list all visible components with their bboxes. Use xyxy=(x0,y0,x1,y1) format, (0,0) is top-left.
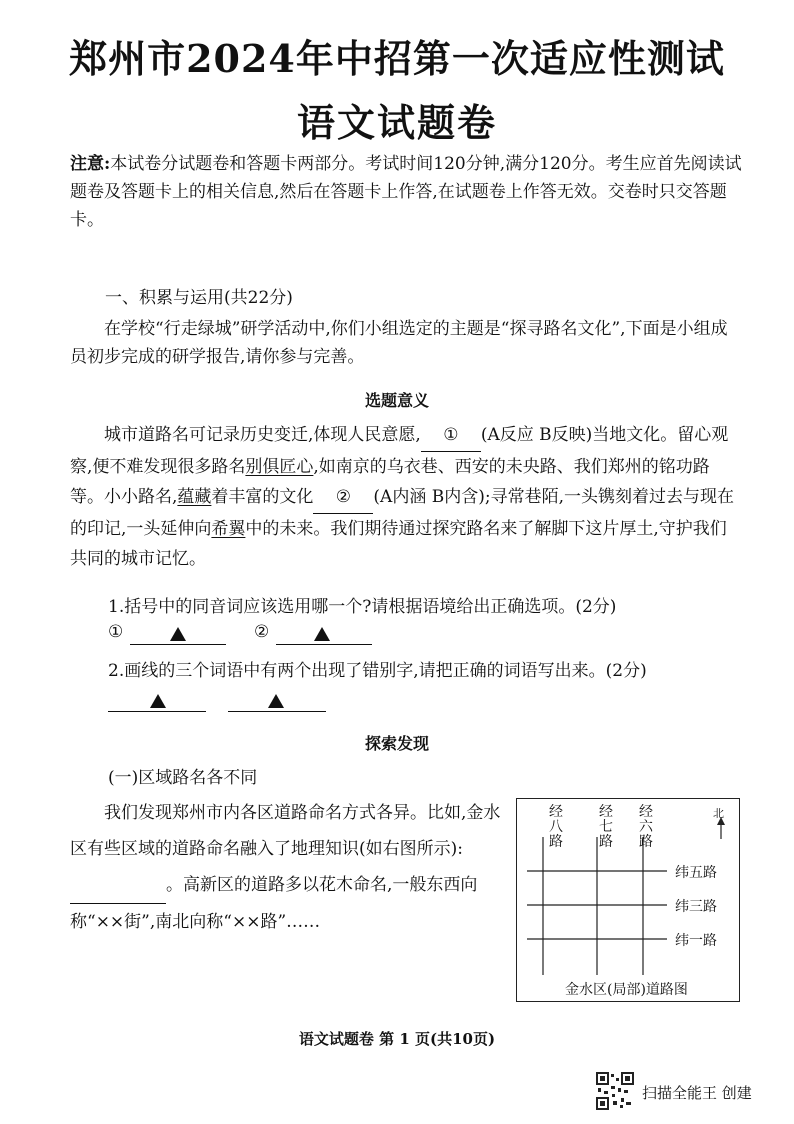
blank-2: ② xyxy=(313,482,373,514)
triangle-marker-icon xyxy=(314,627,330,641)
road-label-vertical-1: 经八路 xyxy=(549,804,563,850)
explore-paragraph: 我们发现郑州市内各区道路命名方式各异。比如,金水区有些区域的道路命名融入了地理知识(如右图所示): 。高新区的道路多以花木命名,一般东西向称“××街”,南北向称“××路”…… xyxy=(70,803,501,932)
answer-line-2[interactable] xyxy=(276,644,372,645)
answer-label-2: ② xyxy=(254,622,270,642)
part-heading-explore: 探索发现 xyxy=(364,734,429,753)
section-heading: 一、积累与运用(共22分) xyxy=(105,288,293,308)
answer-line-1[interactable] xyxy=(130,644,226,645)
underlined-word-2: 蕴藏 xyxy=(177,487,212,507)
blank-1: ① xyxy=(421,420,481,452)
road-label-horizontal-3: 纬一路 xyxy=(675,933,717,949)
map-caption: 金水区(局部)道路图 xyxy=(565,982,688,998)
answer-line-4[interactable] xyxy=(228,711,326,712)
notice-label: 注意: xyxy=(70,154,111,174)
answer-line-3[interactable] xyxy=(108,711,206,712)
question-2: 2.画线的三个词语中有两个出现了错别字,请把正确的词语写出来。(2分) xyxy=(108,661,647,681)
blank-3[interactable] xyxy=(70,867,166,904)
exam-notice xyxy=(70,150,745,234)
answer-label-1: ① xyxy=(108,622,124,642)
qr-code-icon xyxy=(596,1072,634,1114)
watermark-text: 扫描全能王 创建 xyxy=(642,1084,752,1102)
page-footer: 语文试题卷 第 1 页(共10页) xyxy=(298,1030,496,1048)
triangle-marker-icon xyxy=(170,627,186,641)
road-label-vertical-2: 经七路 xyxy=(599,804,613,850)
sub-heading: (一)区域路名各不同 xyxy=(108,768,258,788)
north-label: 北 xyxy=(713,807,724,820)
road-label-vertical-3: 经六路 xyxy=(639,804,653,850)
notice-text: 本试卷分试题卷和答题卡两部分。考试时间120分钟,满分120分。考生应首先阅读试题卷及答题卡上的相关信息,然后在答题卡上作答,在试题卷上作答无效。交卷时只交答题卡。 xyxy=(70,154,742,230)
underlined-word-3: 希翼 xyxy=(211,518,246,539)
exam-subtitle: 语文试题卷 xyxy=(296,100,497,145)
triangle-marker-icon xyxy=(268,694,284,708)
underlined-word-1: 别俱匠心 xyxy=(245,456,314,477)
road-map xyxy=(516,798,740,1002)
triangle-marker-icon xyxy=(150,694,166,708)
road-label-horizontal-1: 纬五路 xyxy=(675,865,717,881)
exam-title: 郑州市2024年中招第一次适应性测试 xyxy=(69,36,725,81)
part-heading-significance: 选题意义 xyxy=(364,391,429,410)
section-intro: 在学校“行走绿城”研学活动中,你们小组选定的主题是“探寻路名文化”,下面是小组成员初步完成的研学报告,请你参与完善。 xyxy=(70,319,728,367)
significance-paragraph: 城市道路名可记录历史变迁,体现人民意愿, ① (A反应 B反映)当地文化。留心观察,便不难发现很多路名别俱匠心,如南京的乌衣巷、西安的未央路、我们郑州的铭功路等。小小路名,蕴藏着丰富的文化 ② (A内涵 B内含);寻常巷陌,一头镌刻着过去与现在的印记,一头延伸向希翼中的未来。我们期待通过探究路名来了解脚下这片厚土,守护我们共同的城市记忆。 xyxy=(70,420,742,575)
road-label-horizontal-2: 纬三路 xyxy=(675,899,717,915)
question-1: 1.括号中的同音词应该选用哪一个?请根据语境给出正确选项。(2分) xyxy=(108,597,617,617)
